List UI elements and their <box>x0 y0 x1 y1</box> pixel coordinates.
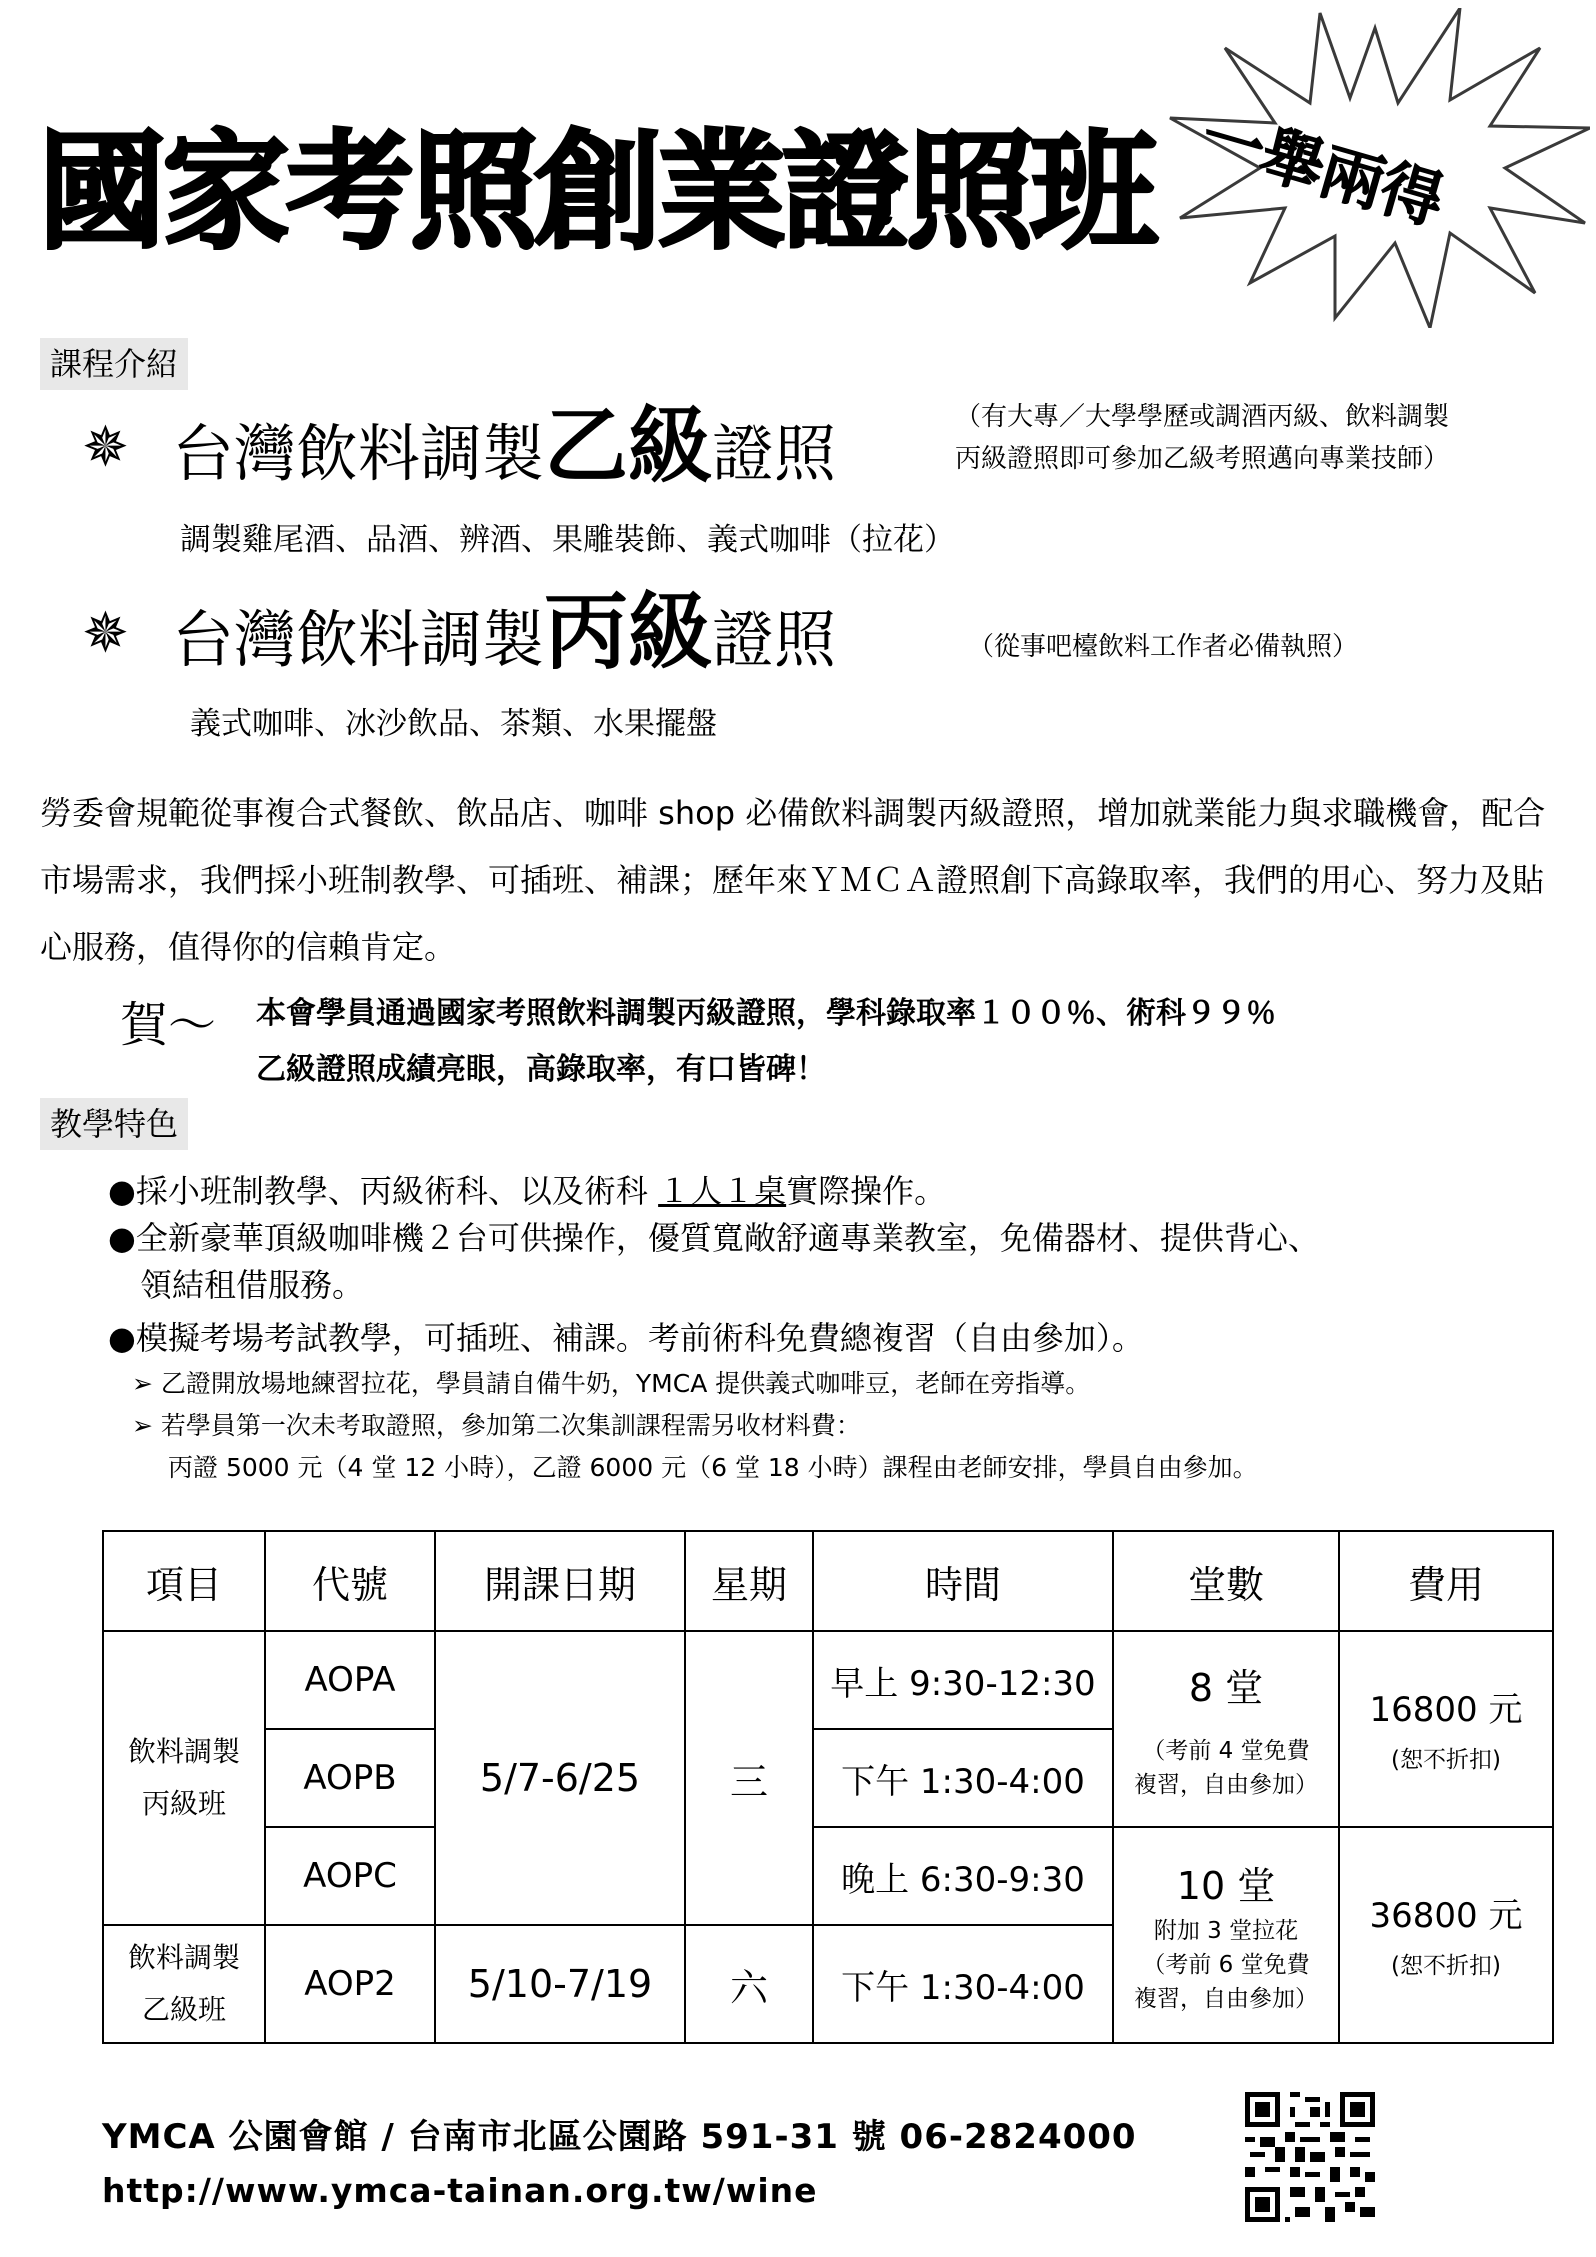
sessions-a: 8 堂 <box>1188 1665 1264 1710</box>
fee-a: 16800 元 <box>1369 1689 1523 1730</box>
header-date: 開課日期 <box>435 1531 685 1631</box>
features-label: 教學特色 <box>40 1098 188 1150</box>
footer-address: YMCA 公園會館 / 台南市北區公園路 591-31 號 06-2824000 <box>102 2117 1137 2157</box>
fee-b: 36800 元 <box>1369 1895 1523 1936</box>
table-header-row <box>103 1531 1553 1631</box>
header-weekday: 星期 <box>685 1531 813 1631</box>
fee-a-cell <box>1339 1631 1553 1827</box>
class-c-label-2: 丙級班 <box>141 1787 226 1820</box>
sessions-b-note-2: 複習，自由參加） <box>1134 1985 1318 2012</box>
congrats-line-1: 本會學員通過國家考照飲料調製丙級證照，學科錄取率１００％、術科９９％ <box>256 996 1276 1031</box>
class-b-weekday: 六 <box>685 1925 813 2043</box>
cert-c-prefix: 台灣飲料調製 <box>172 603 545 676</box>
footer-url[interactable]: http://www.ymca-tainan.org.tw/wine <box>102 2171 818 2210</box>
feature-1-underlined: １人１桌 <box>658 1172 787 1210</box>
sparkle-bullet-icon: ✵ <box>82 415 129 480</box>
schedule-table <box>102 1530 1554 2044</box>
congrats-line-2: 乙級證照成績亮眼，高錄取率，有口皆碑！ <box>256 1052 826 1087</box>
time-cell: 下午 1:30-4:00 <box>813 1729 1113 1827</box>
fee-b-note: (恕不折扣) <box>1391 1952 1501 1979</box>
class-b-label <box>103 1925 265 2043</box>
code-cell: AOPC <box>265 1827 435 1925</box>
feature-sub-2-line-2: 丙證 5000 元（4 堂 12 小時），乙證 6000 元（6 堂 18 小時）課程由老師安排，學員自由參加。 <box>168 1453 1258 1482</box>
sessions-a-note-2: 複習，自由參加） <box>1134 1771 1318 1798</box>
code-cell: AOPA <box>265 1631 435 1729</box>
fee-a-note: (恕不折扣) <box>1391 1746 1501 1773</box>
header-fee: 費用 <box>1339 1531 1553 1631</box>
headline: 國家考照創業證照班 <box>38 118 1155 267</box>
header-sessions: 堂數 <box>1113 1531 1339 1631</box>
header-code: 代號 <box>265 1531 435 1631</box>
cert-b-title <box>172 397 837 495</box>
time-cell: 早上 9:30-12:30 <box>813 1631 1113 1729</box>
feature-3: ●模擬考場考試教學，可插班、補課。考前術科免費總複習（自由參加）。 <box>108 1319 1144 1357</box>
feature-sub-1: ➢ 乙證開放場地練習拉花，學員請自備牛奶，YMCA 提供義式咖啡豆，老師在旁指導。 <box>132 1369 1091 1398</box>
cert-c-suffix: 證照 <box>712 603 837 676</box>
cert-b-level: 乙級 <box>544 397 713 495</box>
sessions-a-note-1: （考前 4 堂免費 <box>1142 1737 1310 1764</box>
sessions-a-cell <box>1113 1631 1339 1827</box>
table-row <box>103 1827 1553 1925</box>
class-c-label-1: 飲料調製 <box>127 1735 240 1768</box>
class-b-label-1: 飲料調製 <box>127 1941 240 1974</box>
sessions-b-note-1: （考前 6 堂免費 <box>1142 1951 1310 1978</box>
class-c-dates: 5/7-6/25 <box>435 1631 685 1925</box>
class-c-label <box>103 1631 265 1925</box>
cert-b-suffix: 證照 <box>712 417 837 490</box>
cert-c-level: 丙級 <box>544 583 713 681</box>
header-time: 時間 <box>813 1531 1113 1631</box>
feature-1-text: ●採小班制教學、丙級術科、以及術科 <box>108 1172 659 1210</box>
cert-b-note-1: （有大專／大學學歷或調酒丙級、飲料調製 <box>955 402 1450 432</box>
class-b-dates: 5/10-7/19 <box>435 1925 685 2043</box>
time-cell: 下午 1:30-4:00 <box>813 1925 1113 2043</box>
feature-1-end: 實際操作。 <box>786 1172 947 1210</box>
qr-code-icon <box>1245 2092 1375 2222</box>
fee-b-cell <box>1339 1827 1553 2043</box>
code-cell: AOP2 <box>265 1925 435 2043</box>
table-row <box>103 1631 1553 1729</box>
cert-c-note: （從事吧檯飲料工作者必備執照） <box>968 632 1359 662</box>
header-item: 項目 <box>103 1531 265 1631</box>
sessions-b: 10 堂 <box>1176 1863 1276 1908</box>
cert-b-items: 調製雞尾酒、品酒、辨酒、果雕裝飾、義式咖啡（拉花） <box>180 522 955 558</box>
course-intro-label: 課程介紹 <box>40 338 188 390</box>
feature-1 <box>108 1168 946 1215</box>
cert-c-title <box>172 583 837 681</box>
class-b-label-2: 乙級班 <box>141 1993 226 2026</box>
code-cell: AOPB <box>265 1729 435 1827</box>
description: 勞委會規範從事複合式餐飲、飲品店、咖啡 shop 必備飲料調製丙級證照，增加就業能力與求職機會，配合市場需求，我們採小班制教學、可插班、補課；歷年來ＹＭＣＡ證照創下高錄取率，我們的用心、努力及貼心服務，值得你的信賴肯定。 <box>40 794 1546 966</box>
burst-text: 一舉兩得 <box>1193 100 1452 239</box>
cert-c-items: 義式咖啡、冰沙飲品、茶類、水果擺盤 <box>190 706 717 742</box>
congrats-prefix: 賀～ <box>120 997 217 1053</box>
feature-sub-2-line-1: ➢ 若學員第一次未考取證照，參加第二次集訓課程需另收材料費： <box>132 1411 861 1440</box>
cert-b-note-2: 丙級證照即可參加乙級考照邁向專業技師） <box>955 444 1450 474</box>
sparkle-bullet-icon: ✵ <box>82 601 129 666</box>
feature-2-line-2: 領結租借服務。 <box>140 1266 365 1304</box>
feature-2-line-1: ●全新豪華頂級咖啡機２台可供操作，優質寬敞舒適專業教室，免備器材、提供背心、 <box>108 1219 1320 1257</box>
cert-b-prefix: 台灣飲料調製 <box>172 417 545 490</box>
sessions-b-cell <box>1113 1827 1339 2043</box>
sessions-b-note-0: 附加 3 堂拉花 <box>1153 1917 1299 1944</box>
time-cell: 晚上 6:30-9:30 <box>813 1827 1113 1925</box>
class-c-weekday: 三 <box>685 1631 813 1925</box>
